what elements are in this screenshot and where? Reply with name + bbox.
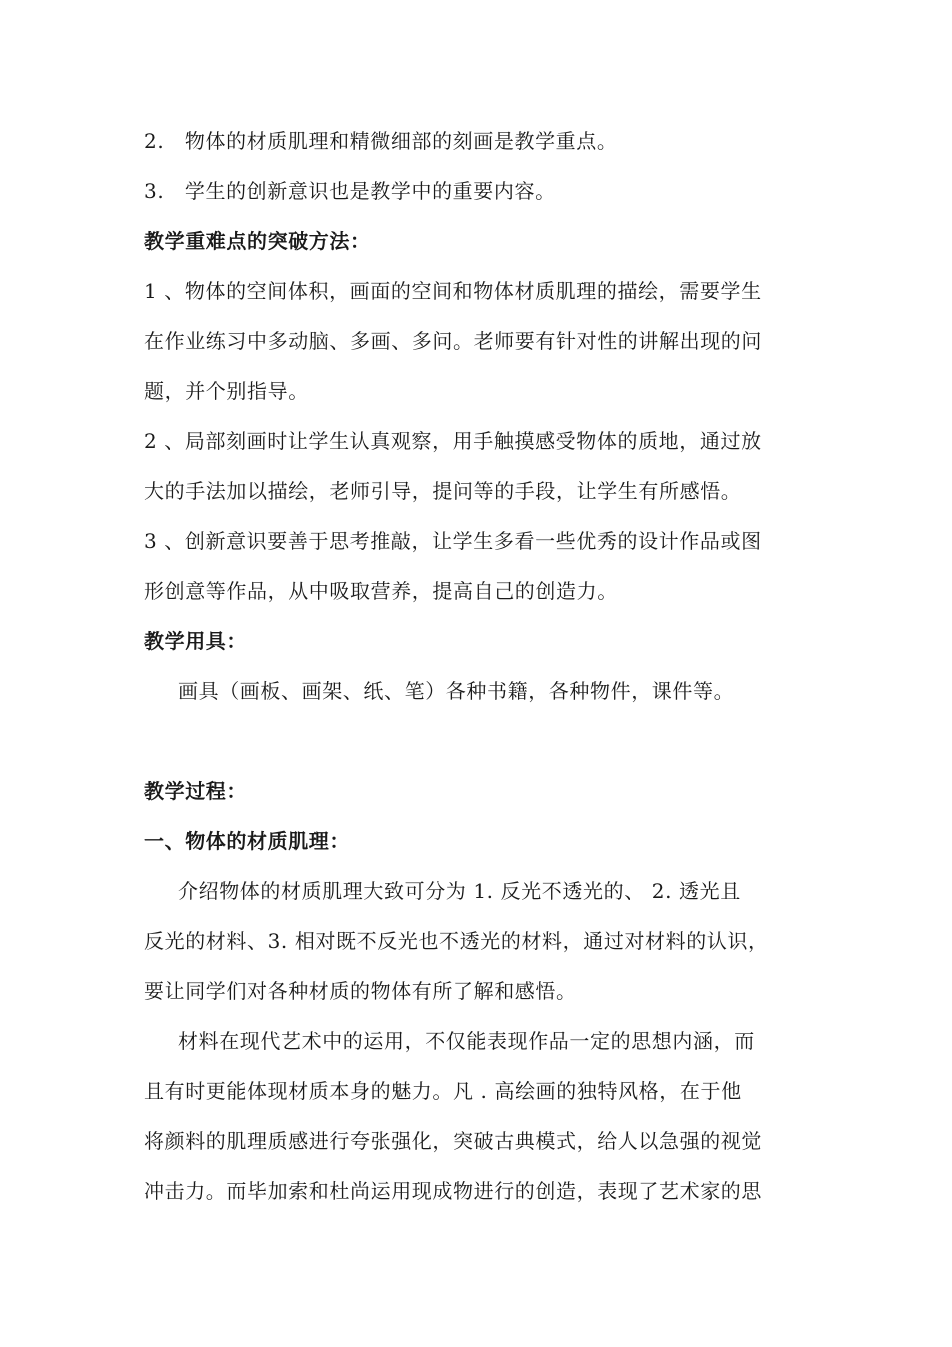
paragraph-line: 将颜料的肌理质感进行夸张强化，突破古典模式，给人以急强的视觉 xyxy=(144,1129,762,1153)
heading-breakthrough-methods: 教学重难点的突破方法： xyxy=(144,229,371,253)
paragraph-line: 且有时更能体现材质本身的魅力。凡 . 高绘画的独特风格，在于他 xyxy=(144,1079,742,1103)
blank-line xyxy=(144,716,814,766)
paragraph-line: 反光的材料、3. 相对既不反光也不透光的材料，通过对材料的认识， xyxy=(144,929,769,953)
paragraph-line: 画具（画板、画架、纸、笔）各种书籍，各种物件，课件等。 xyxy=(178,679,735,703)
heading-teaching-process: 教学过程： xyxy=(144,779,247,803)
list-item-2: 2. 物体的材质肌理和精微细部的刻画是教学重点。 xyxy=(144,129,618,153)
paragraph-line: 题，并个别指导。 xyxy=(144,379,309,403)
paragraph-line: 2 、局部刻画时让学生认真观察，用手触摸感受物体的质地，通过放 xyxy=(144,429,762,453)
paragraph-line: 大的手法加以描绘，老师引导，提问等的手段，让学生有所感悟。 xyxy=(144,479,742,503)
paragraph-line: 冲击力。而毕加索和杜尚运用现成物进行的创造，表现了艺术家的思 xyxy=(144,1179,762,1203)
list-item-3: 3. 学生的创新意识也是教学中的重要内容。 xyxy=(144,179,556,203)
heading-section-one: 一、物体的材质肌理： xyxy=(144,829,350,853)
document-page xyxy=(144,116,814,1216)
paragraph-line: 材料在现代艺术中的运用，不仅能表现作品一定的思想内涵，而 xyxy=(178,1029,755,1053)
paragraph-line: 3 、创新意识要善于思考推敲，让学生多看一些优秀的设计作品或图 xyxy=(144,529,762,553)
paragraph-line: 要让同学们对各种材质的物体有所了解和感悟。 xyxy=(144,979,577,1003)
paragraph-line: 介绍物体的材质肌理大致可分为 1. 反光不透光的、 2. 透光且 xyxy=(178,879,741,903)
paragraph-line: 形创意等作品，从中吸取营养，提高自己的创造力。 xyxy=(144,579,618,603)
heading-teaching-tools: 教学用具： xyxy=(144,629,247,653)
paragraph-line: 1 、物体的空间体积，画面的空间和物体材质肌理的描绘，需要学生 xyxy=(144,279,762,303)
paragraph-line: 在作业练习中多动脑、多画、多问。老师要有针对性的讲解出现的问 xyxy=(144,329,762,353)
